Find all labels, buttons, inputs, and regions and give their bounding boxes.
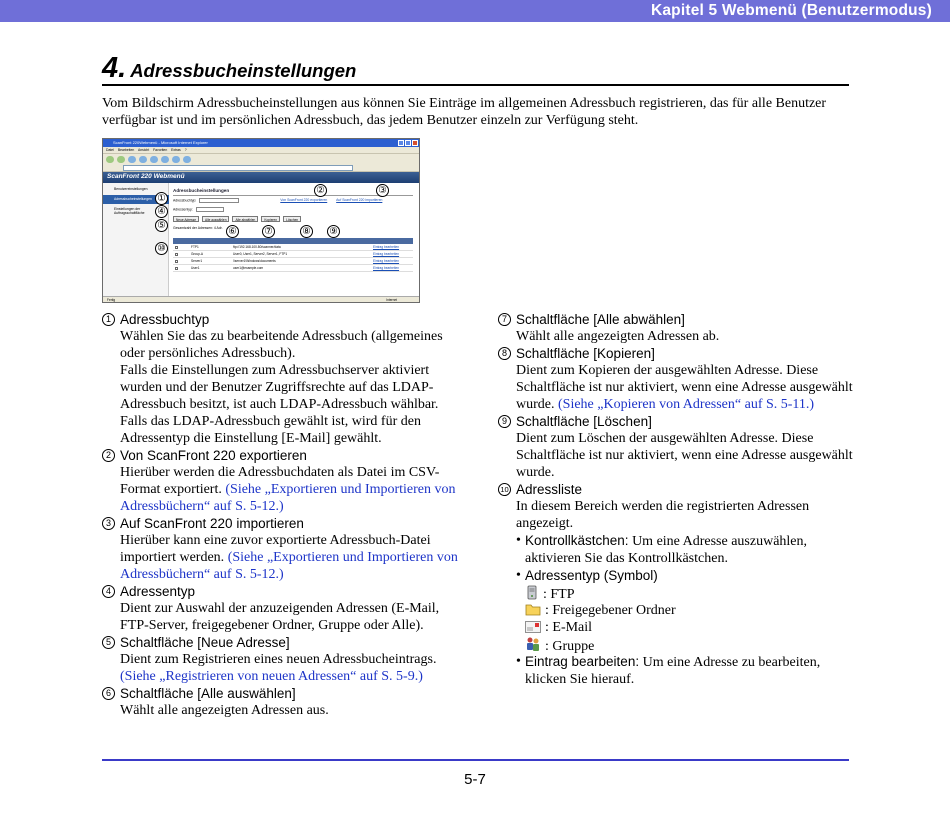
browser-toolbar (103, 153, 419, 164)
intro-paragraph: Vom Bildschirm Adressbucheinstellungen aus können Sie Einträge im allgemeinen Adressbuch registrieren, das für alle Benutzer verfügbar ist und im persönlichen Adressbuch, das jedem Benutzer einzeln zur Verfügung steht. (102, 96, 827, 128)
new-address-button: Neue Adresse (173, 216, 199, 222)
symbol-email: : E-Mail (516, 619, 858, 636)
addressbook-type-select (199, 198, 239, 203)
window-title: ScanFront 220Webmenü - Microsoft Internet Explorer (113, 140, 208, 145)
history-icon (183, 156, 191, 163)
maximize-icon (405, 140, 411, 146)
table-row: FTP1 ftp://192.168.100.80/scanner/data Eintrag bearbeiten (173, 244, 413, 251)
home-icon (150, 156, 158, 163)
browser-screenshot (102, 138, 420, 303)
item-adressbuchtyp: 1 Adressbuchtyp Wählen Sie das zu bearbeitende Adressbuch (allgemeines oder persönliches Adressbuch). Falls die Einstellungen zum Adressbuchserver aktiviert wurden und der Benutzer Zugriffsrechte auf das LDAP-Adressbuch besitzt, ist auch LDAP-Adressbuch wählbar. Falls das LDAP-Adressbuch gewählt ist, wird für den Adressentyp die Einstellung [E-Mail] gewählt. (102, 311, 462, 447)
import-link: Auf ScanFront 220 importieren (336, 198, 383, 203)
item-adressentyp: 4 Adressentyp Dient zur Auswahl der anzuzeigenden Adressen (E-Mail, FTP-Server, freigegebener Ordner, Gruppe oder Alle). (102, 583, 462, 634)
callout-6: ⑥ (226, 225, 239, 238)
item-import: 3 Auf ScanFront 220 importieren Hierüber kann eine zuvor exportierte Adressbuch-Datei importiert werden. (Siehe „Exportieren und Importieren von Adressbüchern“ auf S. 5-12.) (102, 515, 462, 583)
items-right-column (498, 311, 858, 688)
delete-button: Löschen (283, 216, 301, 222)
minimize-icon (398, 140, 404, 146)
item-alle-auswaehlen: 6 Schaltfläche [Alle auswählen] Wählt alle angezeigten Adressen aus. (102, 685, 462, 719)
item-adressliste: 10 Adressliste In diesem Bereich werden die registrierten Adressen angezeigt. • Kontrollkästchen: Um eine Adresse auszuwählen, aktivieren Sie das Kontrollkästchen. • Adressentyp (Symbol) : FTP : Freigegebener Ordner : E-Mail : Gruppe • Eintrag bearbeiten: Um eine Adresse zu bearbeiten, klicken Sie hierauf. (498, 481, 858, 688)
addressbook-type-row: Adressbuchtyp: Von ScanFront 220 exportieren Auf ScanFront 220 importieren (173, 198, 383, 203)
bullet-checkbox: • Kontrollkästchen: Um eine Adresse auszuwählen, aktivieren Sie das Kontrollkästchen. (516, 533, 808, 566)
cross-reference-link[interactable]: (Siehe „Exportieren und Importieren von Adressbüchern“ auf S. 5-12.) (120, 550, 458, 582)
cross-reference-link[interactable]: (Siehe „Exportieren und Importieren von Adressbüchern“ auf S. 5-12.) (120, 482, 456, 514)
item-loeschen: 9 Schaltfläche [Löschen] Dient zum Löschen der ausgewählten Adresse. Diese Schaltfläche ist nur aktiviert, wenn eine Adresse ausgewählt wurde. (498, 413, 858, 481)
item-alle-abwaehlen: 7 Schaltfläche [Alle abwählen] Wählt alle angezeigten Adressen ab. (498, 311, 858, 345)
sidebar-item-user-settings: Benutzereinstellungen (114, 187, 148, 191)
callout-8: ⑧ (300, 225, 313, 238)
page-number: 5-7 (464, 771, 486, 788)
stop-icon (128, 156, 136, 163)
callout-5: ⑤ (155, 219, 168, 232)
select-all-button: Alle auswählen (202, 216, 229, 222)
window-titlebar (103, 139, 419, 147)
browser-statusbar: Fertig Internet (103, 296, 419, 303)
callout-10: ⑩ (155, 242, 168, 255)
favorites-icon (172, 156, 180, 163)
section-number: 4. (102, 52, 127, 84)
bullet-edit-entry: • Eintrag bearbeiten: Um eine Adresse zu bearbeiten, klicken Sie hierauf. (516, 654, 821, 687)
symbol-group: : Gruppe (516, 636, 858, 653)
copy-button: Kopieren (261, 216, 280, 222)
address-field (123, 165, 353, 171)
callout-3: ③ (376, 184, 389, 197)
forward-icon (117, 156, 125, 163)
close-icon (412, 140, 418, 146)
webmenu-brand: ScanFront 220 Webmenü (107, 173, 185, 180)
deselect-all-button: Alle abwählen (232, 216, 258, 222)
sidebar-item-addressbook: Adressbucheinstellungen (103, 195, 169, 204)
symbol-ftp: : FTP (516, 585, 858, 602)
address-bar (103, 164, 419, 172)
address-type-select (196, 207, 224, 212)
address-type-row: Adressentyp: (173, 207, 224, 212)
bullet-address-type: • Adressentyp (Symbol) (516, 568, 658, 583)
callout-1: ① (155, 192, 168, 205)
item-neue-adresse: 5 Schaltfläche [Neue Adresse] Dient zum Registrieren eines neuen Adressbucheintrags. (Siehe „Registrieren von neuen Adressen“ auf S. 5-9.) (102, 634, 462, 685)
items-left-column (102, 311, 462, 719)
symbol-folder: : Freigegebener Ordner (516, 602, 858, 619)
webmenu-banner (103, 172, 419, 183)
section-title: Adressbucheinstellungen (130, 60, 357, 81)
item-kopieren: 8 Schaltfläche [Kopieren] Dient zum Kopieren der ausgewählten Adresse. Diese Schaltfläche ist nur aktiviert, wenn eine Adresse ausgewählt wurde. (Siehe „Kopieren von Adressen“ auf S. 5-11.) (498, 345, 858, 413)
cross-reference-link[interactable]: (Siehe „Kopieren von Adressen“ auf S. 5-11.) (558, 397, 815, 412)
refresh-icon (139, 156, 147, 163)
sidebar-item-job-buttons: Einstellungen der Auftragsschaltfläche (114, 207, 145, 215)
callout-2: ② (314, 184, 327, 197)
webmenu-page-title: Adressbucheinstellungen (173, 188, 230, 193)
search-icon (161, 156, 169, 163)
action-buttons-row (173, 216, 304, 222)
table-row: User1 user1@example.com Eintrag bearbeiten (173, 265, 413, 272)
callout-9: ⑨ (327, 225, 340, 238)
callout-4: ④ (155, 205, 168, 218)
address-count: Gesamtzahl der Adressen: 4 Adr. (173, 226, 223, 230)
footer-rule (102, 759, 849, 761)
heading-rule (102, 84, 849, 86)
back-icon (106, 156, 114, 163)
item-export: 2 Von ScanFront 220 exportieren Hierüber werden die Adressbuchdaten als Datei im CSV-Format exportiert. (Siehe „Exportieren und Importieren von Adressbüchern“ auf S. 5-12.) (102, 447, 462, 515)
table-row: Group-A User0, User1, Server2, Server1, FTP1 Eintrag bearbeiten (173, 251, 413, 258)
chapter-header-bar (0, 0, 950, 22)
browser-menubar: Datei Bearbeiten Ansicht Favoriten Extras ? (103, 147, 419, 153)
chapter-title: Kapitel 5 Webmenü (Benutzermodus) (650, 2, 932, 19)
callout-7: ⑦ (262, 225, 275, 238)
export-link: Von ScanFront 220 exportieren (280, 198, 328, 203)
webmenu-main (169, 183, 420, 296)
table-row: Server1 \\server1\Windows\documents Eintrag bearbeiten (173, 258, 413, 265)
section-heading (102, 52, 356, 85)
cross-reference-link[interactable]: (Siehe „Registrieren von neuen Adressen“ auf S. 5-9.) (120, 669, 423, 684)
